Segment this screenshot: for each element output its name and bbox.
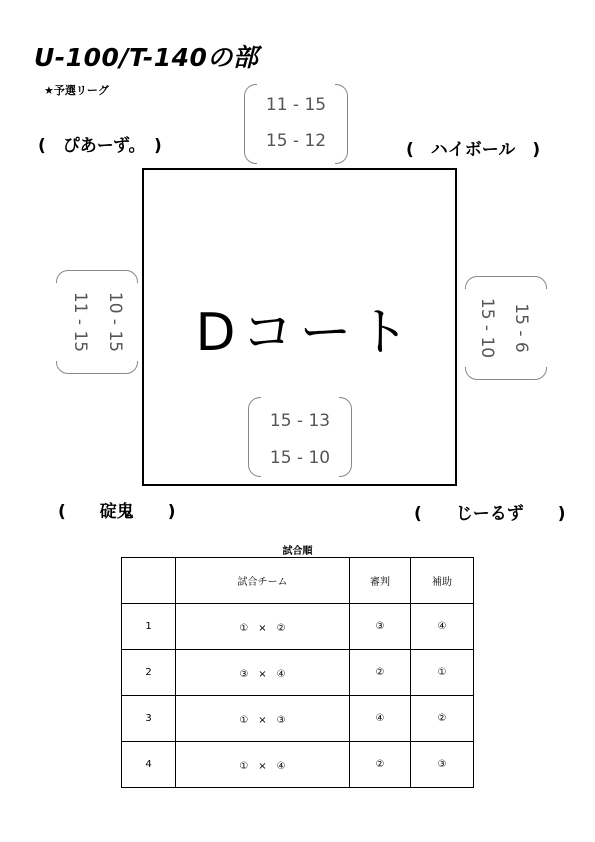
table-row — [122, 604, 474, 650]
score-left-2: 11 - 15 — [70, 291, 90, 353]
score-box-bottom — [248, 397, 352, 477]
match-referee: ③ — [350, 604, 411, 650]
team-bottom-right: ( じーるず ) — [414, 504, 566, 524]
match-referee: ② — [350, 742, 411, 788]
section-label: ★予選リーグ — [44, 84, 109, 97]
match-number: 3 — [122, 696, 176, 742]
score-box-right — [465, 276, 547, 380]
score-left-1: 10 - 15 — [105, 291, 125, 353]
match-referee: ② — [350, 650, 411, 696]
header-cell: 審判 — [350, 558, 411, 604]
match-assistant: ④ — [411, 604, 474, 650]
match-assistant: ③ — [411, 742, 474, 788]
score-bottom-2: 15 - 10 — [269, 448, 331, 468]
bracket-bottom — [465, 367, 547, 380]
table-header-row — [122, 558, 474, 604]
score-box-top — [244, 84, 348, 164]
match-number: 1 — [122, 604, 176, 650]
table-row — [122, 742, 474, 788]
order-title: 試合順 — [282, 546, 313, 557]
page-title: U-100/T-140の部 — [34, 43, 259, 72]
match-teams: ① × ② — [176, 604, 350, 650]
match-teams: ① × ④ — [176, 742, 350, 788]
score-box-left — [56, 270, 138, 374]
team-top-left: ( ぴあーず。 ) — [38, 136, 162, 156]
match-order-table — [121, 557, 474, 788]
table-row — [122, 696, 474, 742]
bracket-top — [465, 276, 547, 289]
header-cell: 試合チーム — [176, 558, 350, 604]
match-number: 2 — [122, 650, 176, 696]
header-cell: 補助 — [411, 558, 474, 604]
bracket-top — [56, 270, 138, 283]
team-top-right: ( ハイボール ) — [406, 140, 541, 160]
score-bottom-1: 15 - 13 — [269, 411, 331, 431]
match-teams: ① × ③ — [176, 696, 350, 742]
score-right-2: 15 - 10 — [477, 297, 497, 359]
match-referee: ④ — [350, 696, 411, 742]
score-right-1: 15 - 6 — [511, 303, 531, 353]
bracket-bottom — [56, 361, 138, 374]
match-assistant: ① — [411, 650, 474, 696]
match-teams: ③ × ④ — [176, 650, 350, 696]
match-number: 4 — [122, 742, 176, 788]
score-top-2: 15 - 12 — [265, 131, 327, 151]
table-row — [122, 650, 474, 696]
court-label-text: Dコート — [195, 302, 416, 363]
header-cell — [122, 558, 176, 604]
match-assistant: ② — [411, 696, 474, 742]
team-bottom-left: ( 碇鬼 ) — [58, 502, 176, 522]
score-top-1: 11 - 15 — [265, 95, 327, 115]
